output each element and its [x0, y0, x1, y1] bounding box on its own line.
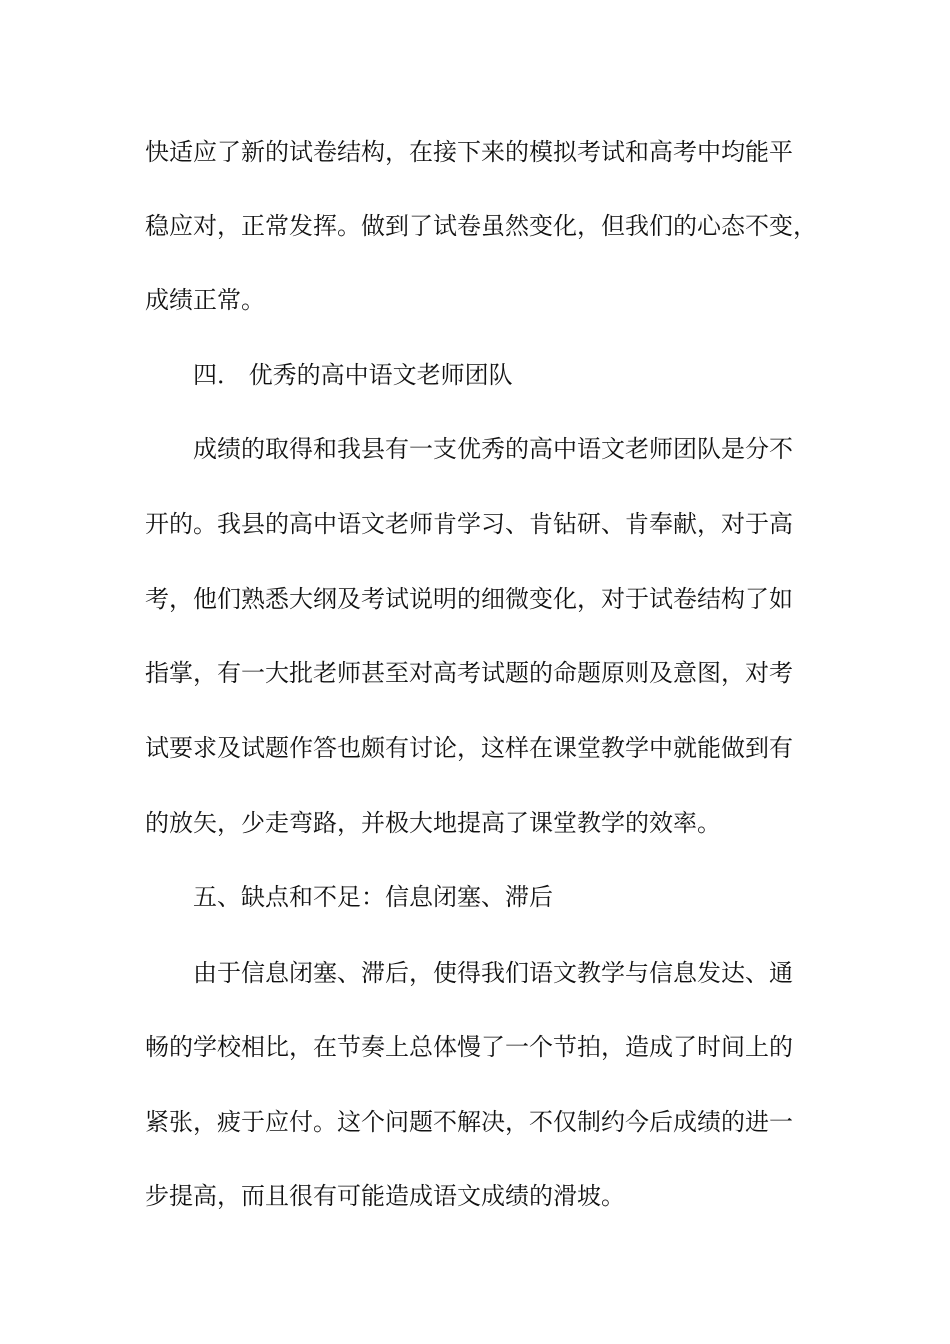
paragraph-line: 试要求及试题作答也颇有讨论，这样在课堂教学中就能做到有: [145, 734, 793, 762]
paragraph-line: 的放矢，少走弯路，并极大地提高了课堂教学的效率。: [145, 809, 721, 837]
paragraph-line: 稳应对，正常发挥。做到了试卷虽然变化，但我们的心态不变，: [145, 212, 817, 240]
section-heading: 五、缺点和不足：信息闭塞、滞后: [193, 883, 553, 911]
paragraph-line: 成绩的取得和我县有一支优秀的高中语文老师团队是分不: [193, 435, 793, 463]
paragraph-line: 成绩正常。: [145, 286, 265, 314]
paragraph-line: 开的。我县的高中语文老师肯学习、肯钻研、肯奉献，对于高: [145, 510, 793, 538]
paragraph-line: 步提高，而且很有可能造成语文成绩的滑坡。: [145, 1182, 625, 1210]
paragraph-line: 畅的学校相比，在节奏上总体慢了一个节拍，造成了时间上的: [145, 1033, 793, 1061]
section-heading: 四． 优秀的高中语文老师团队: [193, 361, 513, 389]
paragraph-line: 由于信息闭塞、滞后，使得我们语文教学与信息发达、通: [193, 959, 793, 987]
paragraph-line: 考，他们熟悉大纲及考试说明的细微变化，对于试卷结构了如: [145, 585, 793, 613]
paragraph-line: 紧张，疲于应付。这个问题不解决，不仅制约今后成绩的进一: [145, 1108, 793, 1136]
paragraph-line: 指掌，有一大批老师甚至对高考试题的命题原则及意图，对考: [145, 659, 793, 687]
paragraph-line: 快适应了新的试卷结构，在接下来的模拟考试和高考中均能平: [145, 138, 793, 166]
